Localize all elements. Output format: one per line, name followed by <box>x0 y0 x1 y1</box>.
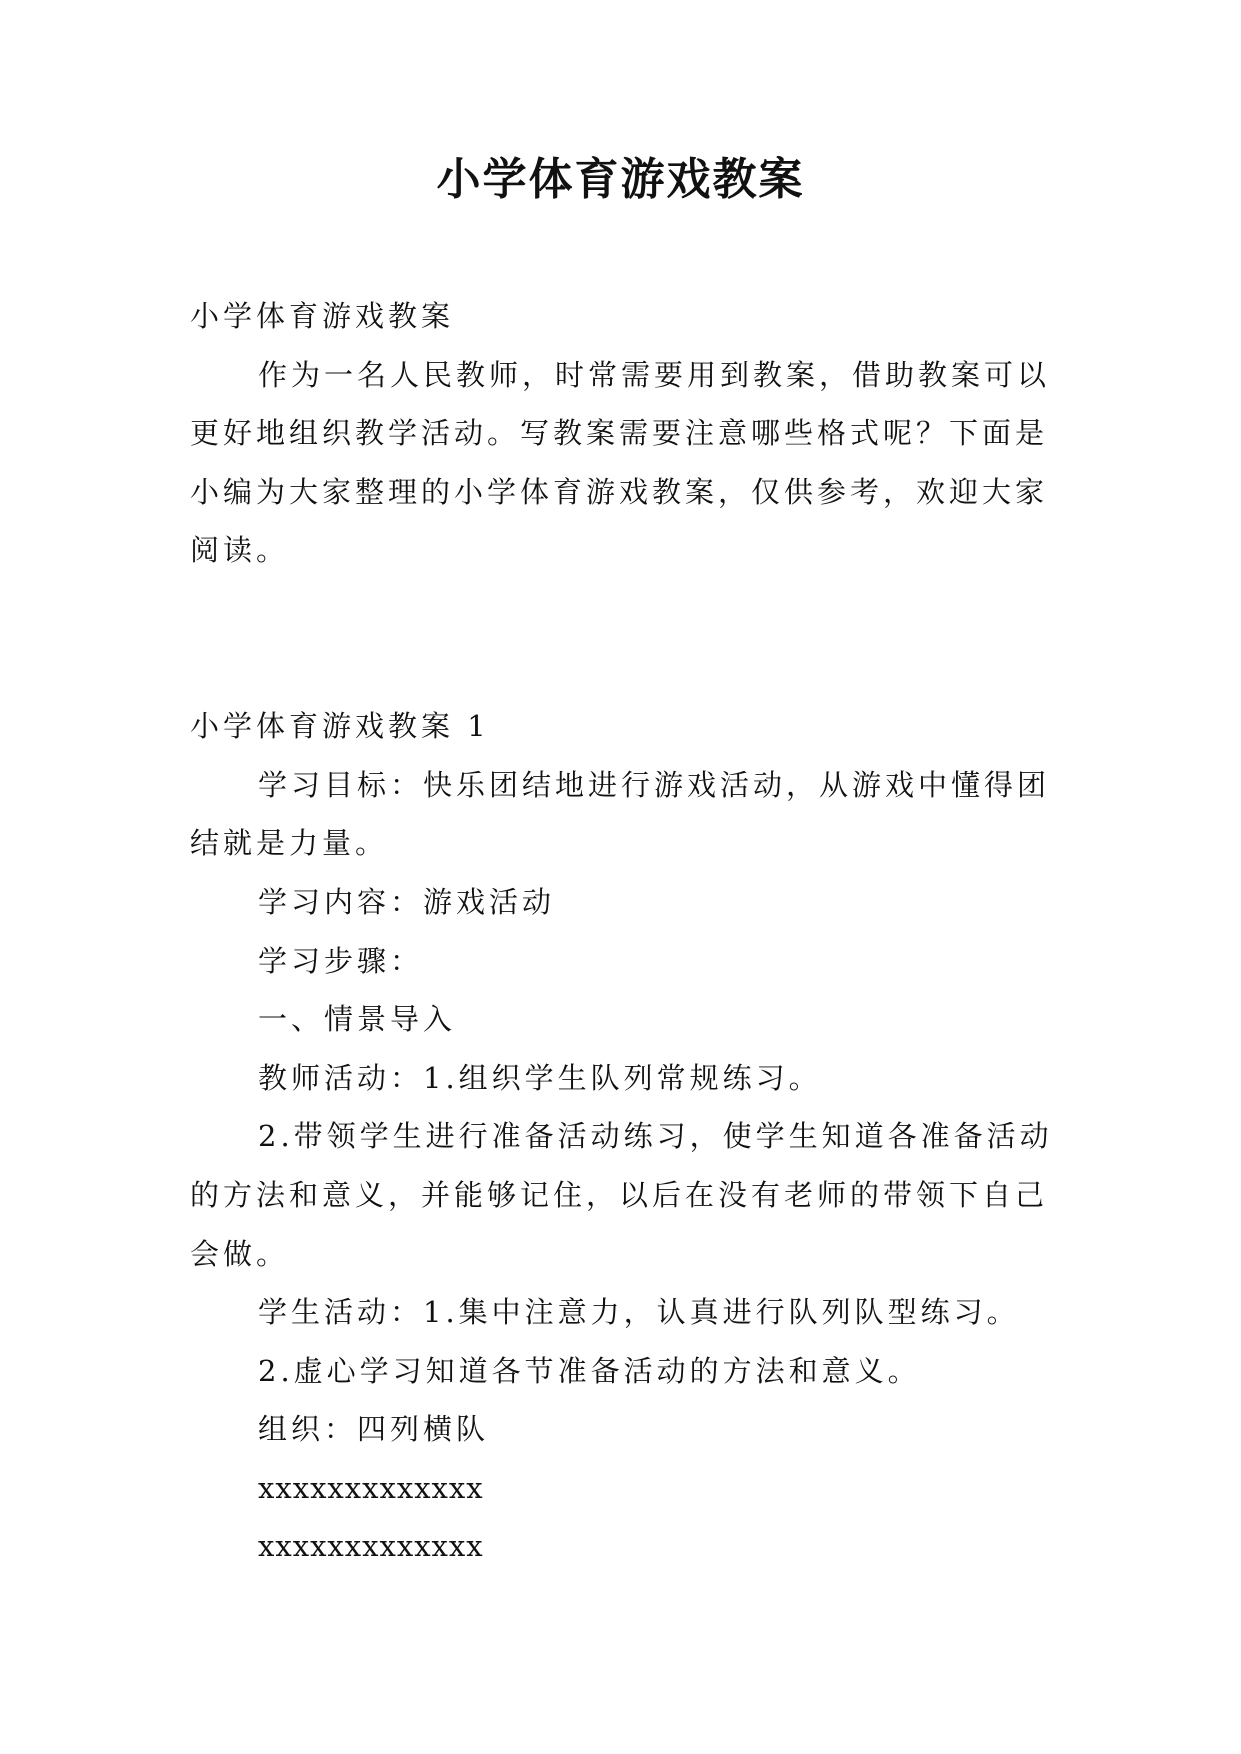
paragraph-line: 阅读。 <box>190 533 290 568</box>
document-body <box>190 287 1060 1576</box>
paragraph-line: 结就是力量。 <box>190 826 389 861</box>
paragraph-line: 学习目标：快乐团结地进行游戏活动，从游戏中懂得团 <box>258 767 1051 802</box>
formation-row: xxxxxxxxxxxxx <box>258 1529 484 1564</box>
paragraph-line: 更好地组织教学活动。写教案需要注意哪些格式呢？下面是 <box>190 416 1049 451</box>
paragraph-line: 小编为大家整理的小学体育游戏教案，仅供参考，欢迎大家 <box>190 474 1049 509</box>
paragraph-line: 学习内容：游戏活动 <box>258 884 556 919</box>
blank-line <box>190 639 1060 698</box>
paragraph-line: 的方法和意义，并能够记住，以后在没有老师的带领下自己 <box>190 1177 1049 1212</box>
paragraph-line: 学习步骤： <box>258 943 424 978</box>
paragraph-line: 作为一名人民教师，时常需要用到教案，借助教案可以 <box>258 357 1051 392</box>
paragraph-line: 2.带领学生进行准备活动练习，使学生知道各准备活动 <box>258 1119 1053 1154</box>
paragraph-line: 2.虚心学习知道各节准备活动的方法和意义。 <box>258 1353 921 1388</box>
blank-line <box>190 580 1060 639</box>
paragraph-line: 教师活动：1.组织学生队列常规练习。 <box>258 1060 822 1095</box>
section-heading: 小学体育游戏教案 1 <box>190 709 490 744</box>
paragraph-line: 组织：四列横队 <box>258 1412 490 1447</box>
formation-row: xxxxxxxxxxxxx <box>258 1470 484 1505</box>
paragraph-line: 一、情景导入 <box>258 1002 457 1037</box>
section-heading: 小学体育游戏教案 <box>190 299 455 333</box>
paragraph-line: 会做。 <box>190 1236 290 1271</box>
paragraph-line: 学生活动：1.集中注意力，认真进行队列队型练习。 <box>258 1295 1020 1330</box>
document-title: 小学体育游戏教案 <box>436 154 805 205</box>
